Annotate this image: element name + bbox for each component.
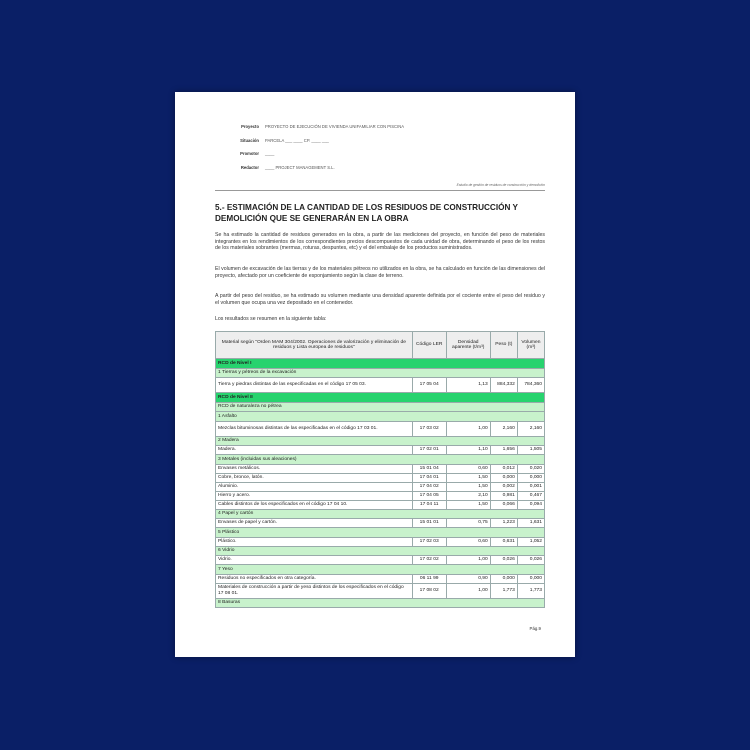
paragraph-1: Se ha estimado la cantidad de residuos generados en la obra, a partir de las mediciones del proyecto, en función del peso de materiales integrantes en los rendimientos de los correspondientes precios descompuestos de cada unidad de obra, determinando el peso de los restos de los materiales sobrantes (mermas, roturas, despuntes, etc) y el del embalaje de los productos suministrados. [215, 232, 545, 252]
cell-dens: 0,90 [446, 574, 490, 583]
meta-key: Situación [240, 137, 259, 143]
project-meta [217, 124, 404, 178]
group-header-row [216, 412, 545, 422]
cell-peso: 0,066 [490, 500, 517, 509]
cell-label: Cobre, bronce, latón. [216, 473, 413, 482]
cell-peso: 0,026 [490, 556, 517, 565]
meta-value: PROYECTO DE EJECUCIÓN DE VIVIENDA UNIFAMILIAR CON PISCINA [265, 124, 405, 129]
group-header-row [216, 565, 545, 575]
cell-dens: 1,50 [446, 482, 490, 491]
cell-label: Mezclas bituminosas distintas de las especificadas en el código 17 03 01. [216, 421, 413, 436]
col-material: Material según "Orden MAM 304/2002. Operaciones de valorización y eliminación de residuos y Lista europea de residuos" [216, 332, 413, 359]
cell-vol: 0,000 [517, 473, 544, 482]
col-weight: Peso (t) [490, 332, 517, 359]
cell-peso: 0,012 [490, 464, 517, 473]
table-row [216, 519, 545, 528]
group-label: RCD de Nivel II [216, 393, 545, 403]
group-header-row [216, 455, 545, 465]
document-page [175, 92, 575, 657]
group-label: 1 Asfalto [216, 412, 545, 422]
cell-label: Materiales de construcción a partir de yeso distintos de los especificados en el código 17 08 01. [216, 583, 413, 598]
paragraph-4: Los resultados se resumen en la siguiente tabla: [215, 316, 327, 322]
group-header-row [216, 436, 545, 446]
cell-code: 17 03 02 [412, 421, 446, 436]
cell-code: 17 05 04 [412, 378, 446, 393]
table-row [216, 464, 545, 473]
cell-code: 15 01 04 [412, 464, 446, 473]
cell-dens: 1,13 [446, 378, 490, 393]
group-label: 5 Plástico [216, 528, 545, 538]
meta-key: Promotor [240, 151, 259, 156]
table-header-row [216, 332, 545, 359]
cell-dens: 0,60 [446, 464, 490, 473]
cell-peso: 1,223 [490, 519, 517, 528]
cell-code: 17 04 11 [412, 500, 446, 509]
cell-peso: 884,332 [490, 378, 517, 393]
table-row [216, 421, 545, 436]
cell-vol: 2,160 [517, 421, 544, 436]
table-row [216, 446, 545, 455]
meta-value: ____ PROJECT MANAGEMENT S.L. [265, 164, 335, 170]
cell-peso: 0,000 [490, 574, 517, 583]
cell-vol: 1,631 [517, 519, 544, 528]
cell-label: Aluminio. [216, 482, 413, 491]
cell-vol: 1,052 [517, 537, 544, 546]
level-header-row [216, 359, 545, 369]
header-divider [215, 190, 545, 191]
header-note: Estudio de gestión de residuos de construcción y demolición [456, 183, 545, 187]
paragraph-2: El volumen de excavación de las tierras y de los materiales pétreos no utilizados en la obra, se ha calculado en función de las dimensiones del proyecto, afectado por un coeficiente de esponjamiento según la clase de terreno. [215, 266, 545, 279]
meta-key: Proyecto [241, 124, 259, 129]
cell-peso: 0,002 [490, 482, 517, 491]
group-label: 6 Vidrio [216, 546, 545, 556]
group-label: 3 Metales (incluidas sus aleaciones) [216, 455, 545, 465]
cell-vol: 1,505 [517, 446, 544, 455]
cell-peso: 0,631 [490, 537, 517, 546]
cell-dens: 0,60 [446, 537, 490, 546]
meta-value: ____ [265, 151, 275, 156]
cell-dens: 0,75 [446, 519, 490, 528]
meta-row [217, 165, 404, 179]
cell-dens: 1,00 [446, 556, 490, 565]
cell-code: 06 11 99 [412, 574, 446, 583]
group-header-row [216, 402, 545, 412]
cell-vol: 0,026 [517, 556, 544, 565]
cell-code: 17 02 03 [412, 537, 446, 546]
cell-code: 17 04 05 [412, 491, 446, 500]
cell-dens: 1,00 [446, 421, 490, 436]
cell-label: Madera. [216, 446, 413, 455]
cell-label: Vidrio. [216, 556, 413, 565]
table-row [216, 500, 545, 509]
table-row [216, 473, 545, 482]
table-row [216, 482, 545, 491]
cell-code: 15 01 01 [412, 519, 446, 528]
cell-vol: 0,094 [517, 500, 544, 509]
cell-vol: 0,000 [517, 574, 544, 583]
meta-value: PARCELA ___ ____ CP. ____ ___ [265, 137, 329, 143]
cell-dens: 1,00 [446, 583, 490, 598]
group-header-row [216, 509, 545, 519]
table-row [216, 537, 545, 546]
cell-label: Plástico. [216, 537, 413, 546]
cell-dens: 1,50 [446, 473, 490, 482]
cell-dens: 1,50 [446, 500, 490, 509]
cell-peso: 0,000 [490, 473, 517, 482]
cell-label: Tierra y piedras distintas de las especificadas en el código 17 05 03. [216, 378, 413, 393]
col-density: Densidad aparente (t/m³) [446, 332, 490, 359]
col-code: Código LER [412, 332, 446, 359]
table-row [216, 556, 545, 565]
group-header-row [216, 546, 545, 556]
cell-code: 17 08 02 [412, 583, 446, 598]
meta-key: Redactor [240, 164, 259, 170]
cell-dens: 2,10 [446, 491, 490, 500]
group-label: RCD de naturaleza no pétrea [216, 402, 545, 412]
table-row [216, 583, 545, 598]
waste-table [215, 331, 545, 608]
cell-peso: 1,773 [490, 583, 517, 598]
section-title: 5.- ESTIMACIÓN DE LA CANTIDAD DE LOS RESIDUOS DE CONSTRUCCIÓN Y DEMOLICIÓN QUE SE GENERARÁN EN LA OBRA [215, 203, 518, 223]
cell-label: Envases metálicos. [216, 464, 413, 473]
cell-code: 17 02 01 [412, 446, 446, 455]
paragraph-3: A partir del peso del residuo, se ha estimado su volumen mediante una densidad aparente definida por el cociente entre el peso del residuo y el volumen que ocupa una vez depositado en el contenedor. [215, 293, 545, 306]
meta-row [217, 124, 404, 138]
table-row [216, 491, 545, 500]
meta-row [217, 138, 404, 152]
group-label: 8 Basuras [216, 598, 545, 608]
cell-peso: 1,656 [490, 446, 517, 455]
group-label: 4 Papel y cartón [216, 509, 545, 519]
cell-peso: 2,160 [490, 421, 517, 436]
cell-label: Envases de papel y cartón. [216, 519, 413, 528]
group-header-row [216, 368, 545, 378]
group-header-row [216, 528, 545, 538]
level-header-row [216, 393, 545, 403]
cell-vol: 0,001 [517, 482, 544, 491]
cell-peso: 0,981 [490, 491, 517, 500]
col-volume: Volumen (m³) [517, 332, 544, 359]
cell-vol: 1,773 [517, 583, 544, 598]
meta-row [217, 151, 404, 165]
cell-label: Cables distintos de los especificados en el código 17 04 10. [216, 500, 413, 509]
table-row [216, 574, 545, 583]
group-label: 2 Madera [216, 436, 545, 446]
group-label: 1 Tierras y pétreos de la excavación [216, 368, 545, 378]
cell-code: 17 02 02 [412, 556, 446, 565]
cell-label: Hierro y acero. [216, 491, 413, 500]
table-row [216, 378, 545, 393]
cell-label: Residuos no especificados en otra categoría. [216, 574, 413, 583]
page-number: Pág.9 [529, 626, 541, 631]
group-label: RCD de Nivel I [216, 359, 545, 369]
cell-vol: 0,020 [517, 464, 544, 473]
group-header-row [216, 598, 545, 608]
cell-code: 17 04 01 [412, 473, 446, 482]
cell-vol: 0,467 [517, 491, 544, 500]
cell-vol: 784,360 [517, 378, 544, 393]
cell-code: 17 04 02 [412, 482, 446, 491]
cell-dens: 1,10 [446, 446, 490, 455]
group-label: 7 Yeso [216, 565, 545, 575]
